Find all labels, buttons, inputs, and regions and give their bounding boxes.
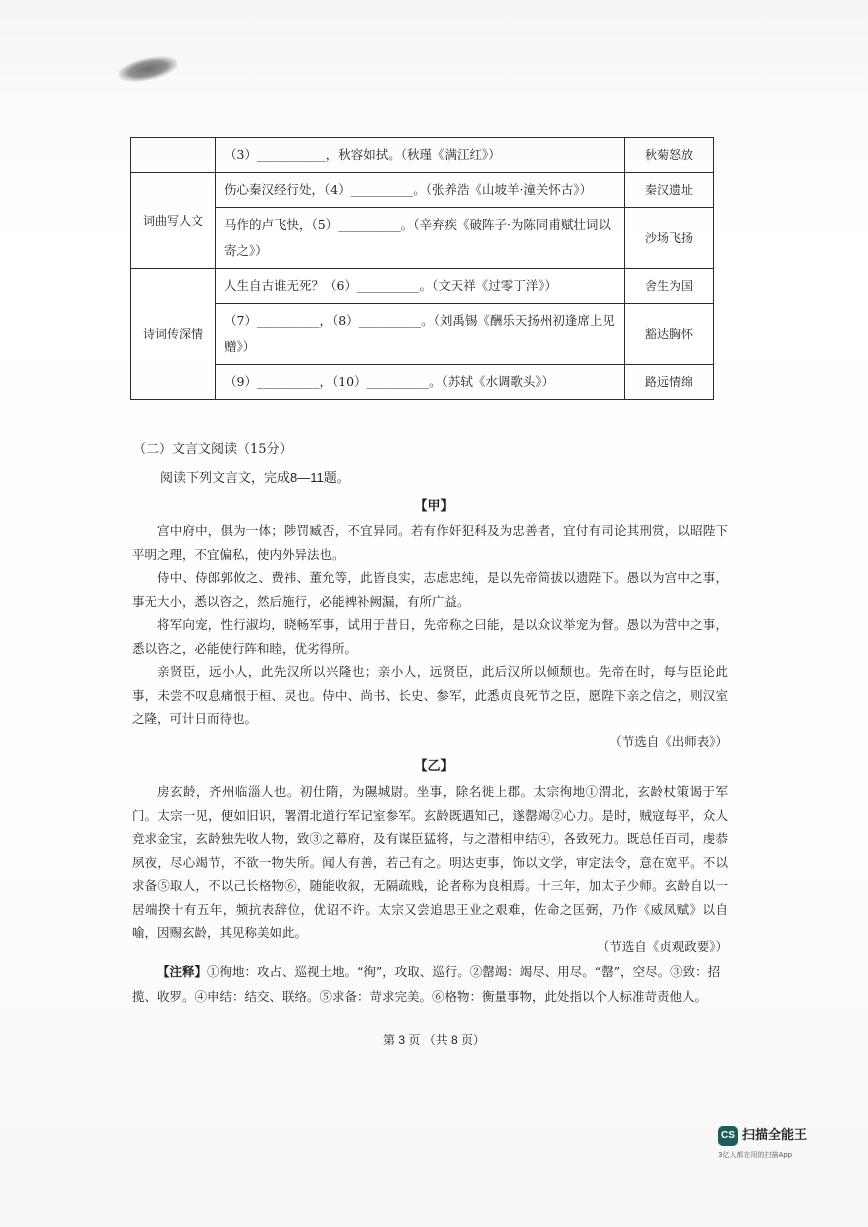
table-row	[131, 269, 714, 304]
scan-smudge	[116, 52, 179, 86]
line-cell: （3）___________，秋容如拭。（秋瑾《满江红》）	[216, 138, 625, 173]
answer-cell: 舍生为国	[625, 269, 714, 304]
yi-source: （节选自《贞观政要》）	[596, 939, 728, 954]
line-cell: （7）__________，（8）__________。（刘禹锡《酬乐天扬州初逢席上见赠》）	[216, 304, 625, 365]
category-cell: 词曲写人文	[131, 173, 216, 269]
category-cell: 诗词传深情	[131, 269, 216, 400]
table-row	[131, 208, 714, 269]
scanner-watermark	[718, 1125, 838, 1161]
jia-paragraph: 侍中、侍郎郭攸之、费祎、董允等，此皆良实，志虑忠纯，是以先帝简拔以遗陛下。愚以为宫中之事，事无大小，悉以咨之，然后施行，必能裨补阙漏，有所广益。	[132, 570, 728, 609]
yi-heading: 【乙】	[414, 759, 454, 774]
brand-tagline: 3亿人都在用的扫描App	[718, 1150, 793, 1159]
section-title: （二）文言文阅读（15分）	[133, 442, 293, 457]
line-cell: 马作的卢飞快，（5）__________。（辛弃疾《破阵子·为陈同甫赋壮词以寄之》）	[216, 208, 625, 269]
answer-cell: 秋菊怒放	[625, 138, 714, 173]
category-cell-empty	[131, 138, 216, 173]
table-row	[131, 365, 714, 400]
poetry-table	[130, 137, 714, 400]
answer-cell: 豁达胸怀	[625, 304, 714, 365]
jia-source: （节选自《出师表》）	[609, 734, 728, 749]
jia-paragraph: 宫中府中，俱为一体；陟罚臧否，不宜异同。若有作奸犯科及为忠善者，宜付有司论其刑赏，以昭陛下平明之理，不宜偏私，使内外异法也。	[132, 523, 728, 562]
notes-text: ①徇地：攻占、巡视土地。“徇”，攻取、巡行。②罄竭：竭尽、用尽。“罄”，空尽。③致：招揽、收罗。④申结：结交、联络。⑤求备：苛求完美。⑥格物：衡量事物，此处指以个人标准苛责他人。	[132, 964, 721, 1004]
jia-paragraph: 亲贤臣，远小人，此先汉所以兴隆也；亲小人，远贤臣，此后汉所以倾颓也。先帝在时，每与臣论此事，未尝不叹息痛恨于桓、灵也。侍中、尚书、长史、参军，此悉贞良死节之臣，愿陛下亲之信之，则汉室之隆，可计日而待也。	[132, 664, 728, 726]
page-number: 第 3 页 （共 8 页）	[382, 1033, 486, 1047]
brand-name: 扫描全能王	[742, 1127, 808, 1143]
answer-cell: 秦汉遗址	[625, 173, 714, 208]
line-cell: 伤心秦汉经行处，（4）__________。（张养浩《山坡羊·潼关怀古》）	[216, 173, 625, 208]
line-cell: 人生自古谁无死？（6）__________。（文天祥《过零丁洋》）	[216, 269, 625, 304]
camscanner-logo-icon: CS	[718, 1126, 738, 1146]
notes-label: 【注释】	[157, 965, 208, 979]
jia-heading: 【甲】	[414, 499, 454, 514]
answer-cell: 沙场飞扬	[625, 208, 714, 269]
instruction: 阅读下列文言文，完成8—11题。	[160, 470, 350, 485]
table-row	[131, 138, 714, 173]
answer-cell: 路远情绵	[625, 365, 714, 400]
line-cell: （9）__________，（10）__________。（苏轼《水调歌头》）	[216, 365, 625, 400]
annotation-notes	[132, 960, 728, 1008]
yi-paragraph: 房玄龄，齐州临淄人也。初仕隋，为隰城尉。坐事，除名徙上郡。太宗徇地①渭北，玄龄杖策谒于军门。太宗一见，便如旧识，署渭北道行军记室参军。玄龄既遇知己，遂罄竭②心力。是时，贼寇每平，众人竞求金宝，玄龄独先收人物，致③之幕府，及有谋臣猛将，与之潜相申结④，各致死力。既总任百司，虔恭夙夜，尽心竭节，不欲一物失所。闻人有善，若己有之。明达吏事，饰以文学，审定法令，意在宽平。不以求备⑤取人，不以己长格物⑥，随能收叙，无隔疏贱，论者称为良相焉。十三年，加太子少师。玄龄自以一居端揆十有五年，频抗表辞位，优诏不许。太宗又尝追思王业之艰难，佐命之匡弼，乃作《威凤赋》以自喻，因赐玄龄，其见称美如此。	[132, 784, 728, 940]
table-row	[131, 173, 714, 208]
table-row	[131, 304, 714, 365]
jia-paragraph: 将军向宠，性行淑均，晓畅军事，试用于昔日，先帝称之曰能，是以众议举宠为督。愚以为营中之事，悉以咨之，必能使行阵和睦，优劣得所。	[132, 617, 728, 656]
